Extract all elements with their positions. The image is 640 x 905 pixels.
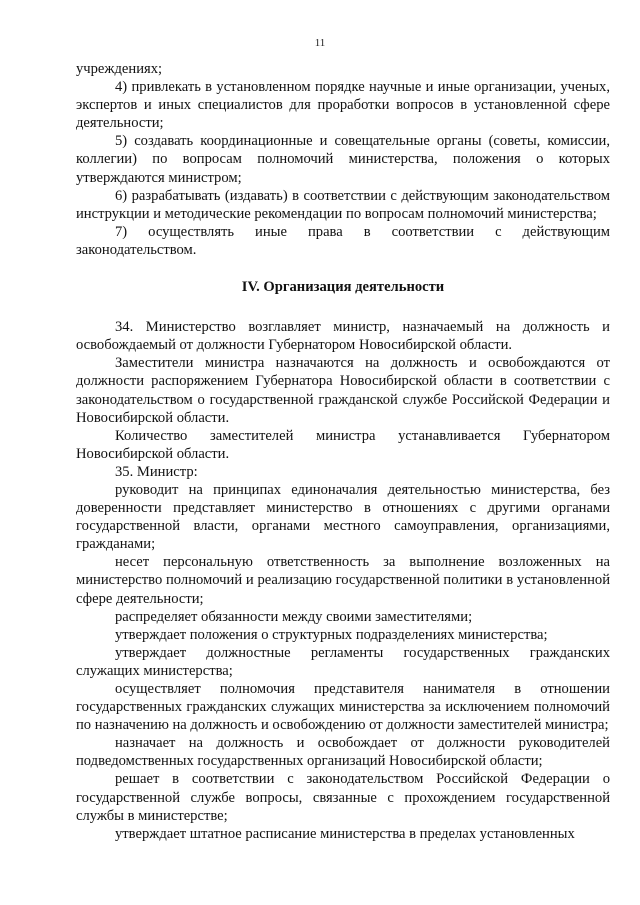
paragraph: Заместители министра назначаются на должность и освобождаются от должности распоряжением Губернатора Новосибирской области в соответствии с законодательством о государственной гражданской службе Российской Федерации и Новосибирской области. — [76, 355, 610, 426]
paragraph: 5) создавать координационные и совещательные органы (советы, комиссии, коллегии) по вопросам полномочий министерства, положения о которых утверждаются министром; — [76, 133, 610, 186]
paragraph: осуществляет полномочия представителя нанимателя в отношении государственных гражданских служащих министерства за исключением полномочий по назначению на должность и освобождению от должности заместителей министра; — [76, 681, 610, 734]
page-number: 11 — [314, 37, 326, 49]
paragraph: утверждает должностные регламенты государственных гражданских служащих министерства; — [76, 644, 610, 679]
section-heading: IV. Организация деятельности — [241, 279, 445, 296]
paragraphs-before-heading — [76, 60, 610, 259]
paragraph: Количество заместителей министра устанавливается Губернатором Новосибирской области. — [76, 427, 610, 462]
paragraph: руководит на принципах единоначалия деятельностью министерства, без доверенности представляет министерство в отношениях с другими органами государственной власти, органами местного самоуправления, организациями, гражданами; — [76, 481, 610, 553]
paragraph: 35. Министр: — [115, 463, 198, 480]
paragraph: несет персональную ответственность за выполнение возложенных на министерство полномочий и реализацию государственной политики в установленной сфере деятельности; — [76, 554, 610, 607]
paragraph: распределяет обязанности между своими заместителями; — [115, 608, 473, 625]
paragraphs-after-heading — [76, 318, 610, 843]
paragraph: 34. Министерство возглавляет министр, назначаемый на должность и освобождаемый от должности Губернатором Новосибирской области. — [76, 319, 610, 354]
paragraph: 7) осуществлять иные права в соответствии с действующим законодательством. — [76, 223, 610, 258]
paragraph: назначает на должность и освобождает от должности руководителей подведомственных государственных организаций Новосибирской области; — [76, 735, 610, 770]
paragraph: утверждает штатное расписание министерства в пределах установленных — [115, 825, 575, 842]
paragraph: учреждениях; — [76, 61, 163, 77]
document-body — [76, 60, 610, 843]
paragraph: утверждает положения о структурных подразделениях министерства; — [115, 626, 548, 643]
paragraph: 6) разрабатывать (издавать) в соответствии с действующим законодательством инструкции и методические рекомендации по вопросам полномочий министерства; — [76, 187, 610, 222]
paragraph: 4) привлекать в установленном порядке научные и иные организации, ученых, экспертов и иных специалистов для проработки вопросов в установленной сфере деятельности; — [76, 79, 610, 132]
paragraph: решает в соответствии с законодательством Российской Федерации о государственной службе вопросы, связанные с прохождением государственной службы в министерстве; — [76, 771, 610, 824]
